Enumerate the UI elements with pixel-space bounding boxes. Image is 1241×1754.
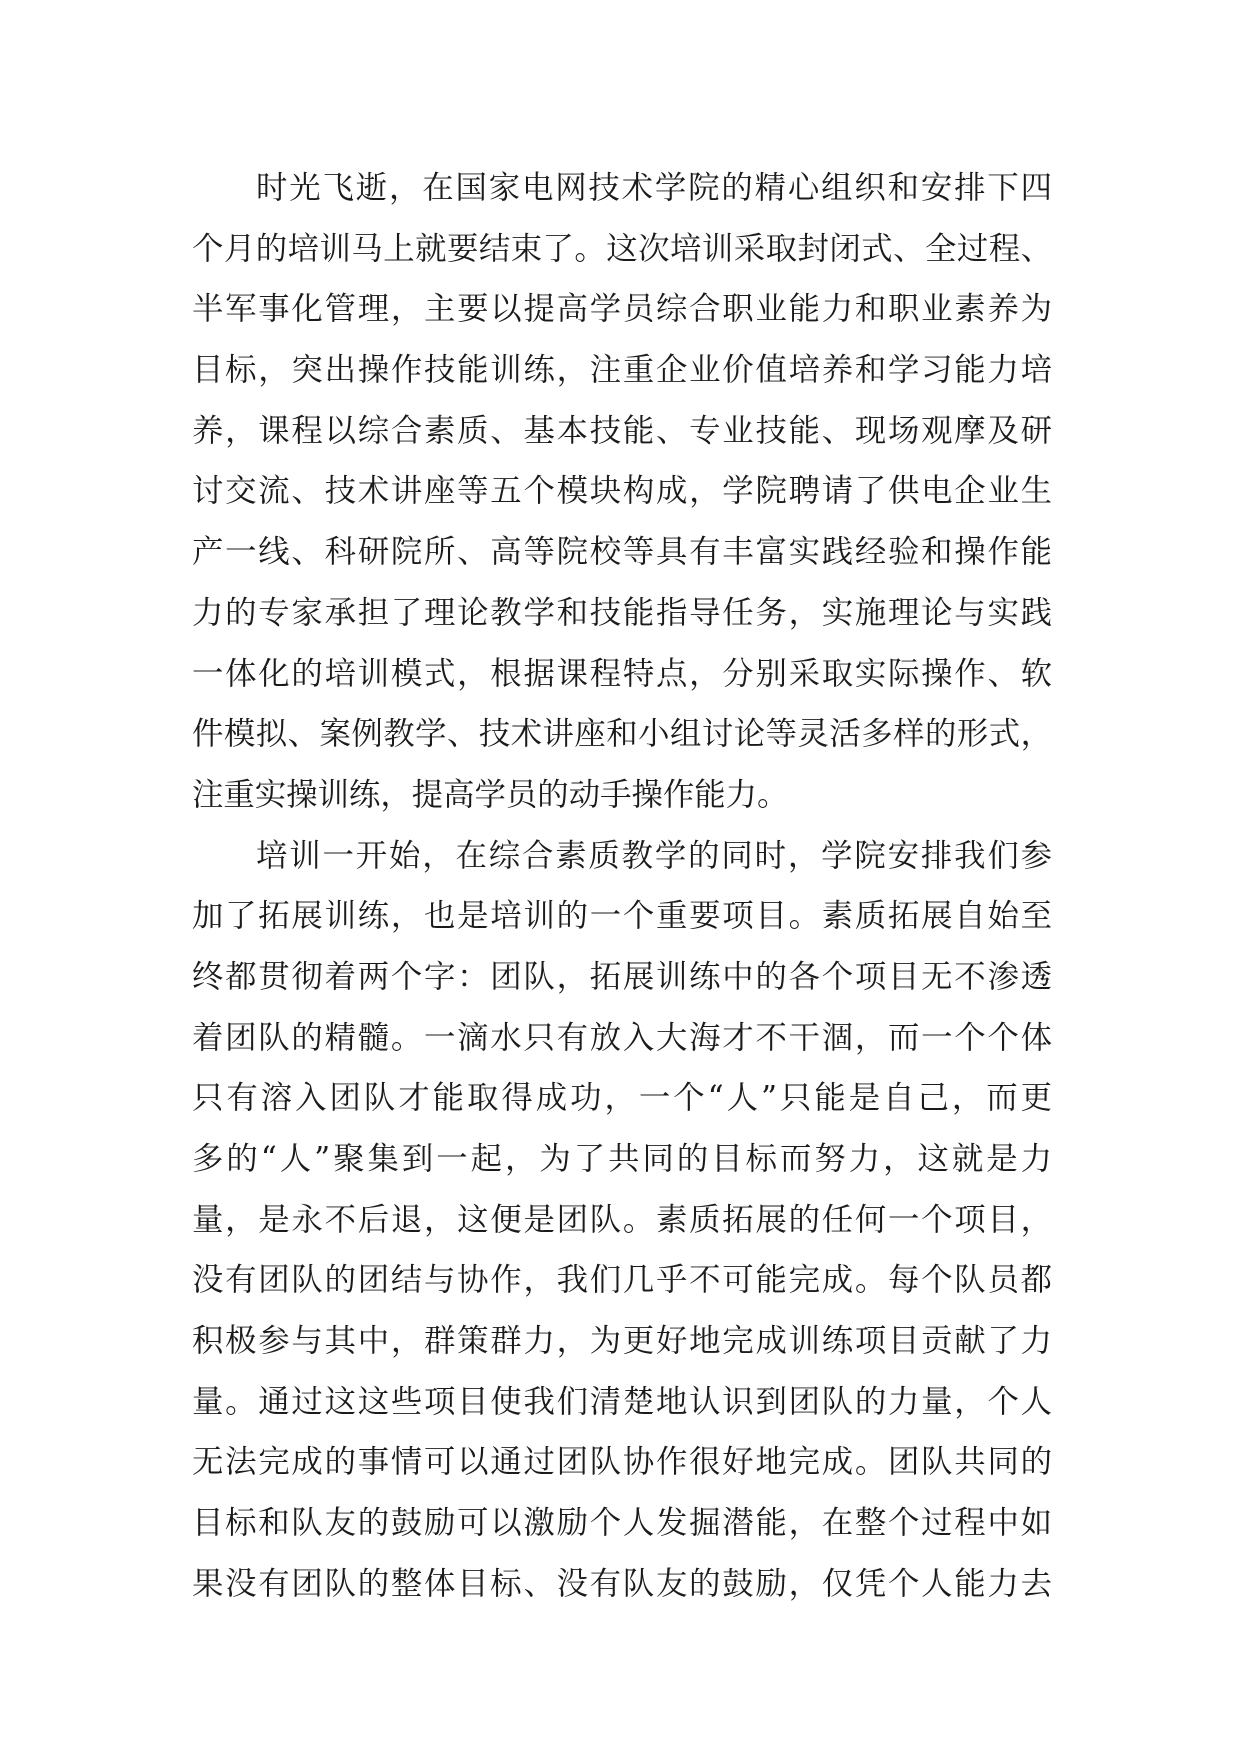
text-line: 培训一开始，在综合素质教学的同时，学院安排我们参 — [256, 837, 1052, 874]
document-body — [192, 158, 1052, 1615]
text-line: 没有团队的团结与协作，我们几乎不可能完成。每个队员都 — [192, 1262, 1052, 1299]
text-line: 半军事化管理，主要以提高学员综合职业能力和职业素养为 — [192, 291, 1052, 328]
text-line: 养，课程以综合素质、基本技能、专业技能、现场观摩及研 — [192, 412, 1052, 449]
text-line: 产一线、科研院所、高等院校等具有丰富实践经验和操作能 — [192, 534, 1052, 571]
text-line: 力的专家承担了理论教学和技能指导任务，实施理论与实践 — [192, 594, 1052, 631]
paragraph-2 — [192, 826, 1052, 1615]
text-line: 果没有团队的整体目标、没有队友的鼓励，仅凭个人能力去 — [192, 1565, 1052, 1602]
text-line: 一体化的培训模式，根据课程特点，分别采取实际操作、软 — [192, 655, 1052, 692]
text-line: 时光飞逝，在国家电网技术学院的精心组织和安排下四 — [256, 170, 1052, 206]
text-line: 目标，突出操作技能训练，注重企业价值培养和学习能力培 — [192, 352, 1052, 389]
text-line: 量，是永不后退，这便是团队。素质拓展的任何一个项目， — [192, 1201, 1052, 1238]
text-line: 无法完成的事情可以通过团队协作很好地完成。团队共同的 — [192, 1444, 1052, 1481]
text-line: 个月的培训马上就要结束了。这次培训采取封闭式、全过程、 — [192, 230, 1052, 267]
text-line: 讨交流、技术讲座等五个模块构成，学院聘请了供电企业生 — [192, 473, 1052, 510]
paragraph-1 — [192, 158, 1052, 826]
text-line: 件模拟、案例教学、技术讲座和小组讨论等灵活多样的形式， — [192, 716, 1052, 753]
text-line: 只有溶入团队才能取得成功，一个“人”只能是自己，而更 — [192, 1080, 1052, 1117]
text-line: 终都贯彻着两个字：团队，拓展训练中的各个项目无不渗透 — [192, 958, 1052, 995]
text-line: 量。通过这这些项目使我们清楚地认识到团队的力量，个人 — [192, 1383, 1052, 1420]
text-line: 着团队的精髓。一滴水只有放入大海才不干涸，而一个个体 — [192, 1019, 1052, 1056]
text-line: 加了拓展训练，也是培训的一个重要项目。素质拓展自始至 — [192, 898, 1052, 935]
text-line: 多的“人”聚集到一起，为了共同的目标而努力，这就是力 — [192, 1141, 1052, 1177]
text-line: 积极参与其中，群策群力，为更好地完成训练项目贡献了力 — [192, 1323, 1052, 1360]
text-line: 注重实操训练，提高学员的动手操作能力。 — [192, 776, 789, 813]
text-line: 目标和队友的鼓励可以激励个人发掘潜能，在整个过程中如 — [192, 1505, 1052, 1542]
